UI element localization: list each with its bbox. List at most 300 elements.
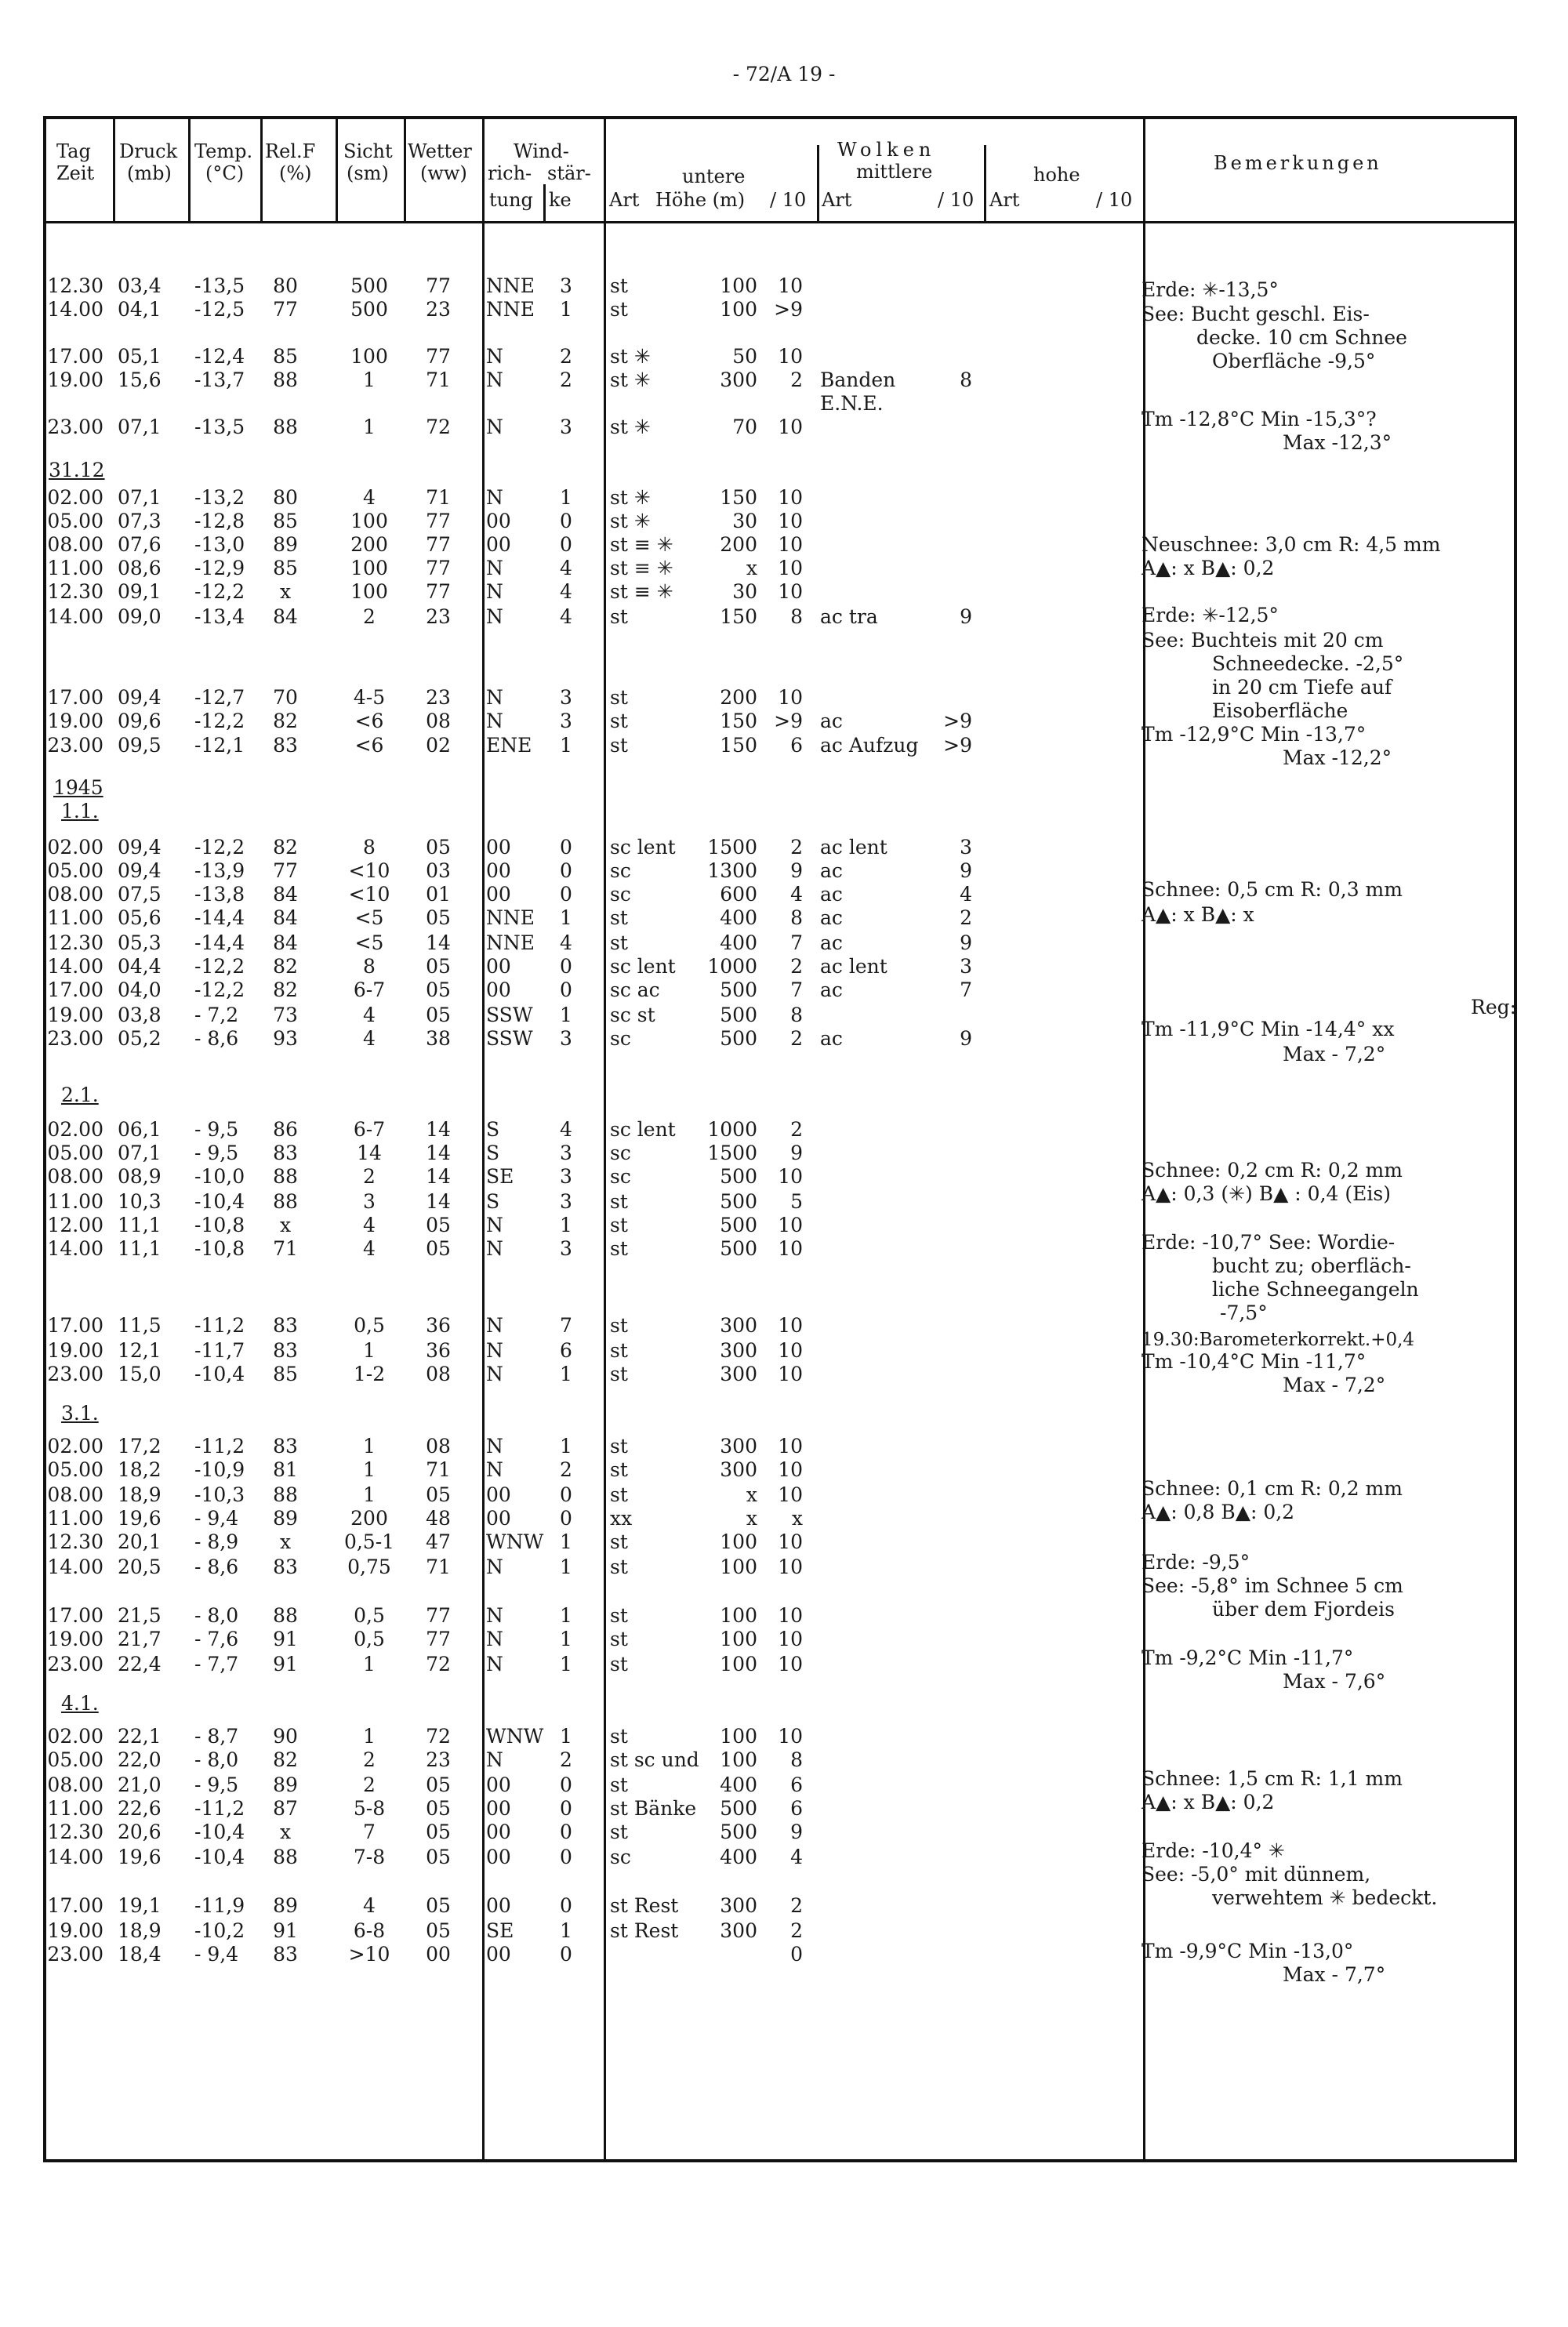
cell-ww: 05 [426, 1214, 451, 1236]
cell-mn: 3 [960, 955, 972, 978]
cell-uh: 500 [720, 978, 757, 1001]
cell-un: 10 [778, 533, 803, 556]
cell-un: 10 [778, 1604, 803, 1627]
cell-sicht: 200 [350, 533, 388, 556]
cell-zeit: 05.00 [47, 1458, 103, 1481]
cell-ww: 14 [426, 1118, 451, 1141]
remark-line: Erde: -10,4° ✳ [1142, 1839, 1285, 1862]
cell-un: 10 [778, 416, 803, 438]
cell-ua: st [610, 1339, 628, 1362]
cell-mn: 9 [960, 1027, 972, 1050]
cell-druck: 09,5 [118, 734, 162, 757]
cell-temp: - 8,7 [194, 1725, 239, 1748]
cell-wr: N [486, 580, 503, 603]
cell-un: >9 [774, 298, 803, 321]
col-sep [260, 116, 263, 222]
cell-ua: st [610, 1435, 628, 1458]
remark-line: Tm -9,2°C Min -11,7° [1142, 1646, 1354, 1669]
cell-temp: - 9,4 [194, 1943, 239, 1966]
remark-line: Eisoberfläche [1212, 699, 1348, 722]
hdr-wolken: Wolken [837, 139, 936, 161]
cell-zeit: 12.30 [47, 1530, 103, 1553]
cell-temp: - 7,6 [194, 1628, 239, 1650]
cell-relf: 83 [273, 1339, 298, 1362]
date-label: 1945 [53, 776, 103, 799]
cell-ws: 4 [560, 931, 572, 954]
cell-ma: E.N.E. [820, 392, 884, 415]
cell-ua: st [610, 686, 628, 709]
cell-wr: 00 [486, 1943, 511, 1966]
cell-un: 10 [778, 1339, 803, 1362]
cell-druck: 07,6 [118, 533, 162, 556]
cell-druck: 05,1 [118, 345, 162, 368]
cell-wr: N [486, 686, 503, 709]
cell-zeit: 23.00 [47, 1027, 103, 1050]
cell-zeit: 23.00 [47, 1943, 103, 1966]
cell-ww: 14 [426, 1190, 451, 1213]
remark-line: Schnee: 1,5 cm R: 1,1 mm [1142, 1767, 1403, 1790]
cell-ww: 36 [426, 1339, 451, 1362]
cell-relf: 91 [273, 1628, 298, 1650]
cell-ws: 1 [560, 1919, 572, 1942]
cell-ww: 05 [426, 1797, 451, 1820]
cell-wr: N [486, 557, 503, 579]
cell-un: 9 [790, 1821, 803, 1843]
cell-ws: 2 [560, 345, 572, 368]
cell-ww: 14 [426, 931, 451, 954]
cell-ww: 23 [426, 298, 451, 321]
cell-sicht: 4-5 [353, 686, 386, 709]
cell-sicht: 500 [350, 298, 388, 321]
col-sep [543, 184, 546, 222]
cell-temp: -12,2 [194, 955, 245, 978]
cell-un: 10 [778, 1237, 803, 1260]
cell-ma: Banden [820, 368, 896, 391]
cell-un: 10 [778, 1653, 803, 1675]
cell-ww: 77 [426, 1604, 451, 1627]
cell-ua: st ✳ [610, 486, 651, 509]
cell-relf: 84 [273, 906, 298, 929]
cell-un: 10 [778, 1483, 803, 1506]
cell-temp: - 8,0 [194, 1604, 239, 1627]
cell-mn: 9 [960, 605, 972, 628]
cell-wr: N [486, 1604, 503, 1627]
hdr-mittlere: mittlere [856, 161, 933, 183]
cell-sicht: 8 [363, 836, 376, 859]
cell-druck: 04,0 [118, 978, 162, 1001]
cell-un: 9 [790, 859, 803, 882]
cell-un: 8 [790, 605, 803, 628]
cell-zeit: 11.00 [47, 906, 103, 929]
cell-ua: st ≡ ✳ [610, 533, 673, 556]
cell-sicht: 1-2 [353, 1363, 386, 1385]
cell-temp: -11,2 [194, 1797, 245, 1820]
cell-ww: 71 [426, 1556, 451, 1578]
cell-ww: 77 [426, 345, 451, 368]
cell-ws: 7 [560, 1314, 572, 1337]
cell-uh: x [746, 1483, 757, 1506]
cell-ws: 1 [560, 486, 572, 509]
cell-ww: 08 [426, 1435, 451, 1458]
cell-zeit: 02.00 [47, 486, 103, 509]
cell-ua: st [610, 734, 628, 757]
cell-ws: 0 [560, 1483, 572, 1506]
cell-zeit: 19.00 [47, 1004, 103, 1026]
cell-druck: 19,6 [118, 1507, 162, 1530]
cell-relf: 85 [273, 345, 298, 368]
cell-relf: 71 [273, 1237, 298, 1260]
cell-wr: 00 [486, 1797, 511, 1820]
remark-line: in 20 cm Tiefe auf [1212, 676, 1392, 699]
cell-wr: N [486, 1339, 503, 1362]
remark-line: A▲: x B▲: 0,2 [1142, 557, 1275, 579]
cell-relf: 83 [273, 734, 298, 757]
cell-ws: 2 [560, 1748, 572, 1771]
cell-wr: S [486, 1142, 500, 1164]
cell-zeit: 11.00 [47, 1507, 103, 1530]
cell-ws: 1 [560, 1004, 572, 1026]
cell-ua: sc lent [610, 836, 676, 859]
cell-un: 8 [790, 906, 803, 929]
cell-wr: N [486, 1214, 503, 1236]
cell-ua: sc [610, 859, 631, 882]
cell-zeit: 08.00 [47, 883, 103, 906]
col-sep [482, 116, 485, 2162]
cell-un: 10 [778, 345, 803, 368]
cell-ws: 1 [560, 298, 572, 321]
cell-wr: WNW [486, 1725, 544, 1748]
cell-ua: sc [610, 1165, 631, 1188]
cell-zeit: 05.00 [47, 510, 103, 532]
cell-zeit: 19.00 [47, 368, 103, 391]
cell-temp: -12,7 [194, 686, 245, 709]
cell-zeit: 12.30 [47, 274, 103, 297]
cell-mn: >9 [943, 734, 972, 757]
cell-relf: 88 [273, 1165, 298, 1188]
cell-uh: 1000 [707, 1118, 757, 1141]
cell-temp: - 8,0 [194, 1748, 239, 1771]
col-sep [404, 116, 406, 222]
cell-temp: -13,5 [194, 416, 245, 438]
cell-temp: -10,4 [194, 1846, 245, 1868]
cell-uh: 30 [732, 580, 757, 603]
cell-temp: - 8,9 [194, 1530, 239, 1553]
cell-druck: 07,3 [118, 510, 162, 532]
cell-ua: st [610, 1314, 628, 1337]
cell-uh: 50 [732, 345, 757, 368]
cell-druck: 05,6 [118, 906, 162, 929]
hdr-hohe-art: Art [989, 189, 1020, 211]
remark-line: Max - 7,2° [1283, 1374, 1386, 1396]
cell-ws: 1 [560, 1363, 572, 1385]
cell-zeit: 17.00 [47, 978, 103, 1001]
cell-ua: xx [610, 1507, 633, 1530]
cell-wr: ENE [486, 734, 532, 757]
hdr-untere: untere [682, 165, 746, 187]
cell-ww: 23 [426, 686, 451, 709]
cell-druck: 05,3 [118, 931, 162, 954]
cell-zeit: 11.00 [47, 1797, 103, 1820]
date-label: 2.1. [61, 1084, 99, 1106]
cell-zeit: 23.00 [47, 734, 103, 757]
cell-sicht: 4 [363, 1004, 376, 1026]
cell-relf: 88 [273, 1846, 298, 1868]
remark-line: Tm -12,8°C Min -15,3°? [1142, 408, 1377, 430]
cell-ws: 1 [560, 1653, 572, 1675]
cell-ww: 08 [426, 710, 451, 732]
cell-un: 4 [790, 883, 803, 906]
cell-druck: 12,1 [118, 1339, 162, 1362]
cell-sicht: 8 [363, 955, 376, 978]
hdr-zeit: Zeit [56, 162, 95, 184]
hdr-wind-tung: tung [489, 189, 533, 211]
cell-druck: 09,4 [118, 859, 162, 882]
cell-ws: 0 [560, 1773, 572, 1796]
cell-ma: ac [820, 710, 843, 732]
cell-sicht: 6-7 [353, 1118, 386, 1141]
cell-ua: st [610, 1653, 628, 1675]
cell-druck: 09,4 [118, 686, 162, 709]
cell-un: 2 [790, 836, 803, 859]
hdr-bemerkungen: Bemerkungen [1214, 152, 1382, 174]
cell-relf: 82 [273, 978, 298, 1001]
hdr-wind-staer: stär- [547, 162, 591, 184]
cell-relf: 83 [273, 1435, 298, 1458]
cell-zeit: 17.00 [47, 1604, 103, 1627]
cell-relf: 88 [273, 1604, 298, 1627]
cell-ua: st ✳ [610, 416, 651, 438]
cell-relf: 82 [273, 1748, 298, 1771]
cell-wr: NNE [486, 906, 535, 929]
cell-ua: st [610, 1483, 628, 1506]
cell-druck: 09,1 [118, 580, 162, 603]
cell-relf: 73 [273, 1004, 298, 1026]
cell-sicht: <5 [354, 931, 384, 954]
cell-sicht: 1 [363, 1339, 376, 1362]
cell-ww: 71 [426, 1458, 451, 1481]
cell-ww: 05 [426, 1237, 451, 1260]
remark-line: A▲: 0,8 B▲: 0,2 [1142, 1501, 1295, 1523]
cell-wr: N [486, 1748, 503, 1771]
cell-un: 8 [790, 1004, 803, 1026]
cell-un: 6 [790, 734, 803, 757]
cell-wr: N [486, 1628, 503, 1650]
cell-sicht: 1 [363, 1435, 376, 1458]
cell-ua: st [610, 906, 628, 929]
cell-uh: 150 [720, 486, 757, 509]
hdr-wind: Wind- [514, 140, 569, 162]
hdr-tag: Tag [56, 140, 91, 162]
cell-un: 10 [778, 1530, 803, 1553]
hdr-hoehe: Höhe (m) [655, 189, 746, 211]
cell-druck: 21,5 [118, 1604, 162, 1627]
hdr-temp-unit: (°C) [205, 162, 245, 184]
cell-druck: 04,1 [118, 298, 162, 321]
cell-ws: 3 [560, 1190, 572, 1213]
cell-temp: -13,2 [194, 486, 245, 509]
cell-ww: 05 [426, 955, 451, 978]
remark-line: Tm -12,9°C Min -13,7° [1142, 723, 1367, 746]
cell-sicht: 6-8 [353, 1919, 386, 1942]
cell-wr: 00 [486, 533, 511, 556]
cell-sicht: 7-8 [353, 1846, 386, 1868]
cell-uh: 500 [720, 1190, 757, 1213]
cell-uh: 100 [720, 1604, 757, 1627]
cell-druck: 11,1 [118, 1237, 162, 1260]
cell-wr: N [486, 1363, 503, 1385]
cell-ww: 77 [426, 510, 451, 532]
cell-wr: N [486, 1435, 503, 1458]
cell-un: 6 [790, 1797, 803, 1820]
cell-ww: 00 [426, 1943, 451, 1966]
cell-uh: 1300 [707, 859, 757, 882]
cell-temp: -11,2 [194, 1435, 245, 1458]
cell-druck: 06,1 [118, 1118, 162, 1141]
cell-zeit: 02.00 [47, 1725, 103, 1748]
cell-ww: 48 [426, 1507, 451, 1530]
cell-uh: x [746, 1507, 757, 1530]
cell-relf: 82 [273, 836, 298, 859]
header-rule [43, 221, 1517, 223]
cell-uh: 500 [720, 1797, 757, 1820]
cell-sicht: 100 [350, 580, 388, 603]
cell-ua: st [610, 298, 628, 321]
cell-ww: 72 [426, 1653, 451, 1675]
cell-druck: 20,6 [118, 1821, 162, 1843]
cell-ws: 6 [560, 1339, 572, 1362]
cell-un: 5 [790, 1190, 803, 1213]
cell-ma: ac lent [820, 955, 887, 978]
cell-ma: ac [820, 978, 843, 1001]
cell-druck: 10,3 [118, 1190, 162, 1213]
cell-ww: 23 [426, 605, 451, 628]
cell-temp: -12,2 [194, 836, 245, 859]
cell-temp: -10,4 [194, 1821, 245, 1843]
cell-ww: 01 [426, 883, 451, 906]
cell-ws: 0 [560, 1894, 572, 1917]
cell-ws: 3 [560, 710, 572, 732]
cell-temp: -12,2 [194, 978, 245, 1001]
cell-druck: 18,9 [118, 1483, 162, 1506]
cell-ua: st [610, 605, 628, 628]
cell-uh: 100 [720, 1530, 757, 1553]
cell-uh: 150 [720, 734, 757, 757]
cell-un: 10 [778, 1628, 803, 1650]
cell-un: 10 [778, 1556, 803, 1578]
cell-sicht: <5 [354, 906, 384, 929]
cell-relf: 88 [273, 1483, 298, 1506]
cell-uh: 600 [720, 883, 757, 906]
cell-sicht: 1 [363, 1483, 376, 1506]
cell-ua: sc [610, 1846, 631, 1868]
cell-zeit: 19.00 [47, 1628, 103, 1650]
cell-ma: ac Aufzug [820, 734, 919, 757]
cell-uh: 500 [720, 1237, 757, 1260]
cell-relf: 89 [273, 1894, 298, 1917]
cell-zeit: 17.00 [47, 686, 103, 709]
cell-ww: 14 [426, 1142, 451, 1164]
cell-wr: NNE [486, 298, 535, 321]
date-label: 31.12 [49, 459, 105, 481]
cell-ws: 4 [560, 605, 572, 628]
cell-un: 2 [790, 1919, 803, 1942]
cell-wr: S [486, 1118, 500, 1141]
cell-ww: 05 [426, 1773, 451, 1796]
cell-druck: 07,5 [118, 883, 162, 906]
cell-zeit: 14.00 [47, 1846, 103, 1868]
remark-line: Erde: -9,5° [1142, 1551, 1250, 1574]
cell-ua: st [610, 1773, 628, 1796]
remark-line: Max -12,3° [1283, 431, 1392, 454]
cell-sicht: 100 [350, 557, 388, 579]
cell-ws: 1 [560, 1435, 572, 1458]
cell-druck: 11,5 [118, 1314, 162, 1337]
hdr-temp: Temp. [194, 140, 253, 162]
cell-temp: - 8,6 [194, 1027, 239, 1050]
cell-sicht: 1 [363, 416, 376, 438]
hdr-wetter: Wetter [408, 140, 472, 162]
cell-uh: 300 [720, 1458, 757, 1481]
cell-ww: 02 [426, 734, 451, 757]
cell-ua: st [610, 1458, 628, 1481]
remark-line: See: Buchteis mit 20 cm [1142, 629, 1384, 652]
cell-ua: st [610, 1725, 628, 1748]
cell-ua: sc st [610, 1004, 655, 1026]
cell-uh: 300 [720, 1894, 757, 1917]
hdr-untere-zehntel: / 10 [770, 189, 807, 211]
cell-ua: sc [610, 1142, 631, 1164]
cell-druck: 19,1 [118, 1894, 162, 1917]
cell-sicht: 5-8 [353, 1797, 386, 1820]
cell-temp: -10,8 [194, 1237, 245, 1260]
cell-zeit: 14.00 [47, 955, 103, 978]
cell-druck: 09,6 [118, 710, 162, 732]
cell-wr: NNE [486, 931, 535, 954]
cell-ws: 4 [560, 557, 572, 579]
hdr-mittlere-art: Art [822, 189, 852, 211]
cell-uh: 150 [720, 710, 757, 732]
cell-druck: 05,2 [118, 1027, 162, 1050]
cell-druck: 21,0 [118, 1773, 162, 1796]
cell-sicht: 200 [350, 1507, 388, 1530]
cell-relf: 89 [273, 1507, 298, 1530]
remark-line: Max - 7,2° [1283, 1043, 1386, 1065]
cell-temp: -13,8 [194, 883, 245, 906]
cell-uh: 100 [720, 1748, 757, 1771]
remark-line: Reg: [1471, 996, 1517, 1018]
cell-zeit: 19.00 [47, 1339, 103, 1362]
cell-un: 2 [790, 955, 803, 978]
cell-ws: 2 [560, 1458, 572, 1481]
remark-line: decke. 10 cm Schnee [1196, 326, 1407, 349]
remark-line: A▲: 0,3 (✳) B▲ : 0,4 (Eis) [1142, 1182, 1391, 1205]
hdr-wetter-unit: (ww) [420, 162, 467, 184]
cell-ww: 23 [426, 1748, 451, 1771]
cell-sicht: 2 [363, 1165, 376, 1188]
cell-druck: 18,9 [118, 1919, 162, 1942]
cell-zeit: 17.00 [47, 1894, 103, 1917]
remark-line: Schnee: 0,5 cm R: 0,3 mm [1142, 878, 1403, 901]
cell-zeit: 02.00 [47, 1118, 103, 1141]
cell-ua: st sc und [610, 1748, 699, 1771]
cell-ws: 0 [560, 836, 572, 859]
cell-druck: 04,4 [118, 955, 162, 978]
remark-line: liche Schneegangeln [1212, 1278, 1419, 1301]
cell-relf: 83 [273, 1943, 298, 1966]
cell-wr: SSW [486, 1004, 533, 1026]
cell-mn: 9 [960, 931, 972, 954]
cell-relf: 83 [273, 1314, 298, 1337]
